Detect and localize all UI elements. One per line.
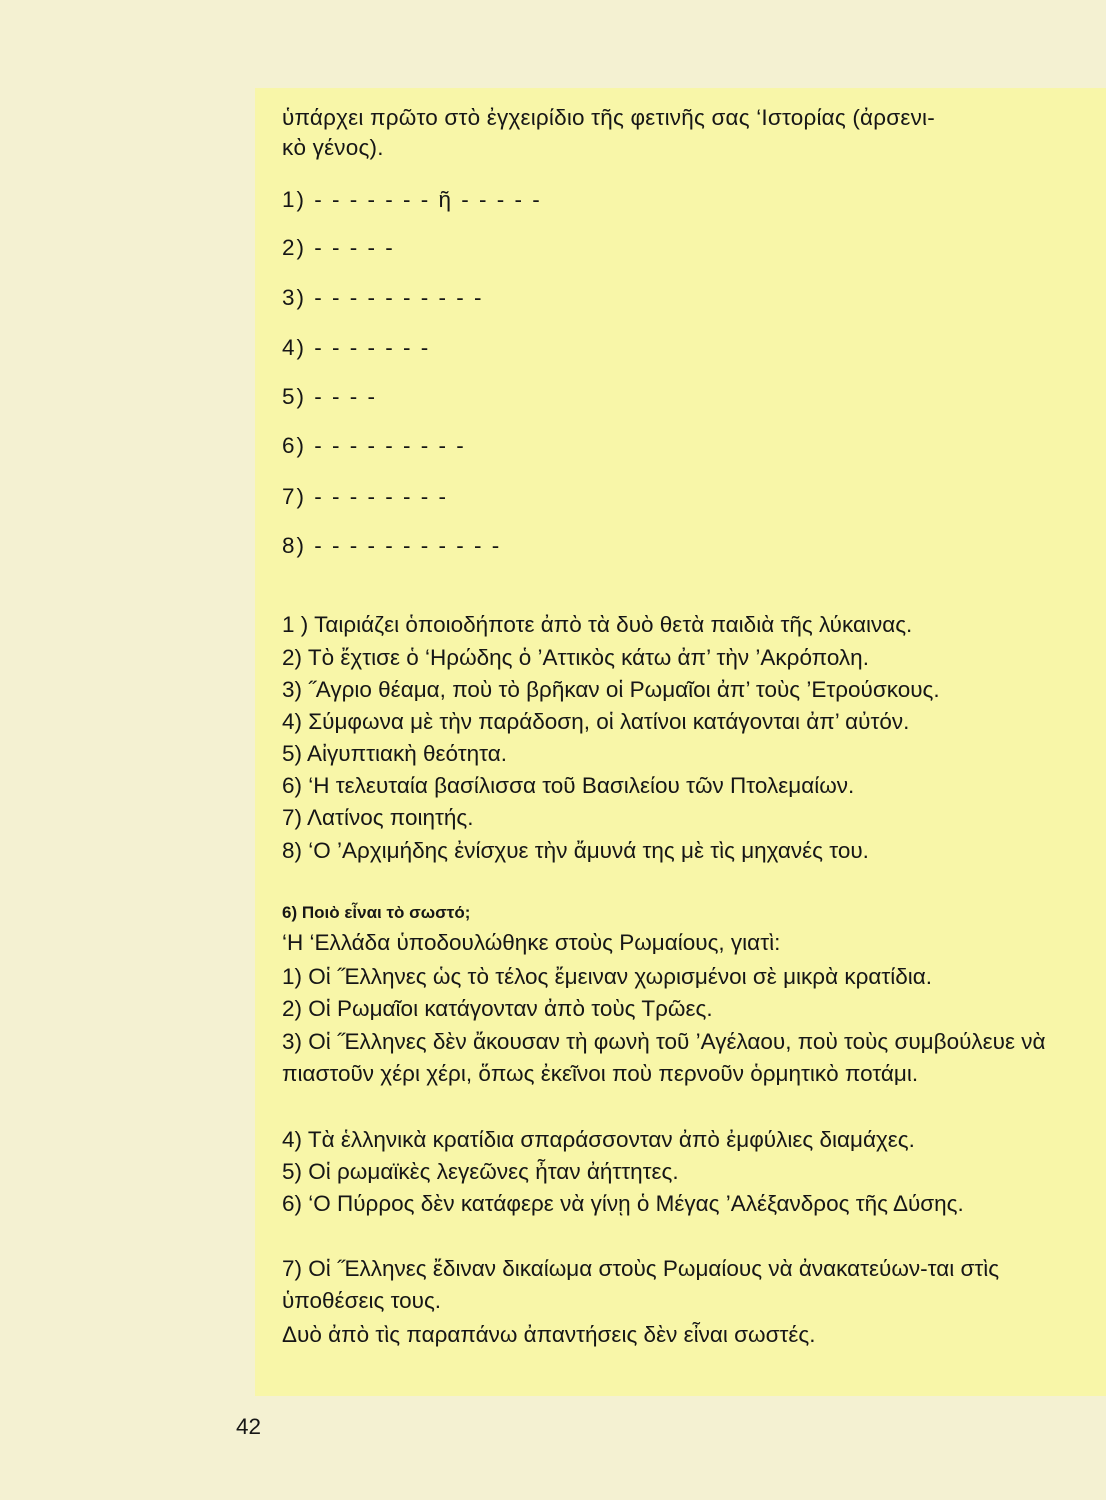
option-2: 2) Οἱ Ρωμαῖοι κατάγονταν ἀπὸ τοὺς Τρῶες.	[282, 996, 713, 1021]
option-3: 3) Οἱ ˝Ελληνες δὲν ἄκουσαν τὴ φωνὴ τοῦ ’Αγέλαου, ποὺ τοὺς συμβούλευε νὰ πιαστοῦν χέρι χέρι, ὅπως ἐκεῖνοι ποὺ περνοῦν ὁρμητικὸ ποτάμι.	[282, 1029, 1046, 1086]
clue-6: 6) ‘Η τελευταία βασίλισσα τοῦ Βασιλείου τῶν Πτολεμαίων.	[282, 773, 855, 798]
clue-3: 3) ˝Αγριο θέαμα, ποὺ τὸ βρῆκαν οἱ Ρωμαῖοι ἀπ’ τοὺς ’Ετρούσκους.	[282, 677, 940, 702]
clue-5: 5) Αἰγυπτιακὴ θεότητα.	[282, 741, 507, 766]
blank-line-3: 3) - - - - - - - - - -	[282, 285, 484, 310]
option-5: 5) Οἱ ρωμαϊκὲς λεγεῶνες ἦταν ἀήττητες.	[282, 1159, 679, 1184]
clue-4: 4) Σύμφωνα μὲ τὴν παράδοση, οἱ λατίνοι κατάγονται ἀπ’ αὐτόν.	[282, 709, 910, 734]
blank-line-2: 2) - - - - -	[282, 235, 395, 260]
blank-line-1: 1) - - - - - - - ῆ - - - - -	[282, 187, 542, 212]
blank-line-7: 7) - - - - - - - -	[282, 484, 448, 509]
option-1: 1) Οἱ ˝Ελληνες ὡς τὸ τέλος ἔμειναν χωρισμένοι σὲ μικρὰ κρατίδια.	[282, 964, 933, 989]
section-footer: Δυὸ ἀπὸ τὶς παραπάνω ἀπαντήσεις δὲν εἶναι σωστές.	[282, 1322, 816, 1347]
clue-2: 2) Τὸ ἔχτισε ὁ ‘Ηρώδης ὁ ’Αττικὸς κάτω ἀπ’ τὴν ’Ακρόπολη.	[282, 645, 869, 670]
section-prompt: ‘Η ‘Ελλάδα ὑποδουλώθηκε στοὺς Ρωμαίους, γιατὶ:	[282, 930, 781, 955]
option-4: 4) Τὰ ἑλληνικὰ κρατίδια σπαράσσονταν ἀπὸ ἐμφύλιες διαμάχες.	[282, 1127, 915, 1152]
page-number: 42	[236, 1414, 262, 1439]
intro-line-2: κὸ γένος).	[282, 135, 384, 160]
clue-8: 8) ‘Ο ’Αρχιμήδης ἐνίσχυε τὴν ἄμυνά της μὲ τὶς μηχανές του.	[282, 838, 869, 863]
clue-1: 1 ) Ταιριάζει ὁποιοδήποτε ἀπὸ τὰ δυὸ θετὰ παιδιὰ τῆς λύκαινας.	[282, 612, 913, 637]
blank-line-8: 8) - - - - - - - - - - -	[282, 533, 502, 558]
option-7: 7) Οἱ ˝Ελληνες ἔδιναν δικαίωμα στοὺς Ρωμαίους νὰ ἀνακατεύων-ται στὶς ὑποθέσεις τους.	[282, 1256, 1000, 1313]
option-6: 6) ‘Ο Πύρρος δὲν κατάφερε νὰ γίνῃ ὁ Μέγας ’Αλέξανδρος τῆς Δύσης.	[282, 1191, 964, 1216]
intro-line-1: ὑπάρχει πρῶτο στὸ ἐγχειρίδιο τῆς φετινῆς σας ‘Ιστορίας (ἀρσενι-	[282, 105, 935, 130]
section-heading: 6) Ποιὸ εἶναι τὸ σωστό;	[282, 903, 471, 922]
blank-line-5: 5) - - - -	[282, 384, 377, 409]
blank-line-4: 4) - - - - - - -	[282, 335, 431, 360]
blank-line-6: 6) - - - - - - - - -	[282, 433, 466, 458]
clue-7: 7) Λατίνος ποιητής.	[282, 805, 474, 830]
